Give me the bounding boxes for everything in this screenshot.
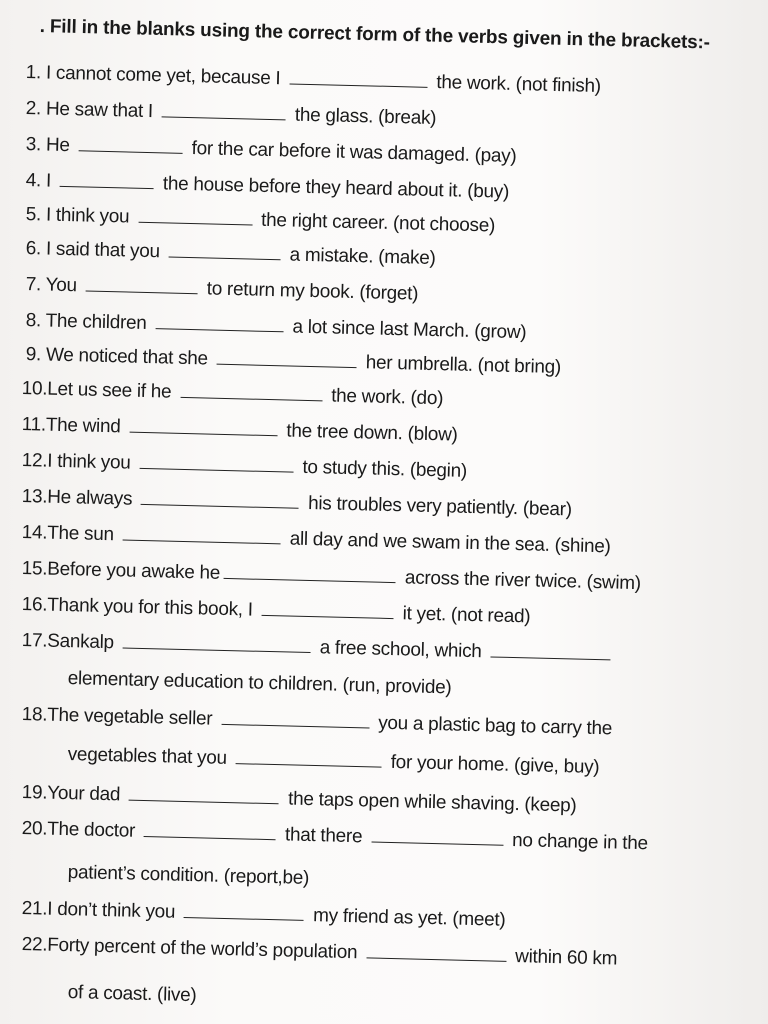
- question-2: [25, 98, 436, 130]
- question-text: across the river twice. (swim): [404, 567, 642, 595]
- question-text: a free school, which: [319, 637, 482, 663]
- answer-blank[interactable]: [129, 418, 277, 437]
- question-text: to return my book. (forget): [206, 278, 419, 305]
- question-number: 12.: [21, 450, 48, 472]
- question-text: The doctor: [46, 818, 136, 842]
- answer-blank[interactable]: [169, 242, 281, 260]
- answer-blank[interactable]: [184, 903, 304, 921]
- question-number: 16.: [21, 594, 48, 616]
- question-5: [25, 204, 495, 237]
- question-text: all day and we swam in the sea. (shine): [289, 528, 611, 558]
- question-text: to study this. (begin): [302, 456, 468, 482]
- question-number: 18.: [21, 704, 48, 726]
- question-number: 14.: [21, 522, 48, 544]
- question-text: Let us see if he: [46, 378, 172, 403]
- question-text: within 60 km: [514, 946, 618, 970]
- answer-blank[interactable]: [289, 69, 427, 87]
- question-text: for the car before it was damaged. (pay): [191, 138, 517, 167]
- question-text: the glass. (break): [294, 104, 437, 130]
- question-number: 22.: [21, 934, 48, 956]
- answer-blank[interactable]: [123, 633, 311, 653]
- question-17-continued: [67, 668, 451, 699]
- question-22: [21, 934, 617, 971]
- question-20: [21, 818, 648, 855]
- question-3: [25, 134, 516, 168]
- question-number: 1.: [25, 62, 42, 84]
- question-text: a mistake. (make): [289, 244, 436, 270]
- answer-blank[interactable]: [60, 172, 154, 189]
- question-6: [25, 238, 435, 270]
- question-text: The sun: [46, 522, 115, 546]
- question-text: of a coast. (live): [67, 982, 197, 1007]
- question-text: vegetables that you: [67, 744, 228, 769]
- question-1: [25, 62, 601, 98]
- question-text: the tree down. (blow): [286, 420, 458, 446]
- question-number: 19.: [21, 782, 48, 804]
- question-text: We noticed that she: [45, 344, 209, 370]
- question-20-continued: [67, 862, 309, 890]
- question-text: I cannot come yet, because I: [45, 62, 281, 90]
- question-7: [25, 274, 418, 306]
- question-text: The wind: [45, 414, 121, 438]
- answer-blank[interactable]: [139, 454, 293, 473]
- question-text: the taps open while shaving. (keep): [287, 788, 577, 817]
- question-text: Thank you for this book, I: [46, 594, 253, 621]
- answer-blank[interactable]: [262, 601, 394, 619]
- question-number: 15.: [21, 558, 48, 580]
- question-text: the house before they heard about it. (buy): [162, 173, 510, 203]
- question-number: 5.: [25, 204, 42, 226]
- question-number: 8.: [25, 310, 42, 332]
- question-number: 4.: [25, 170, 42, 192]
- question-number: 13.: [21, 486, 48, 508]
- question-number: 7.: [25, 274, 42, 296]
- answer-blank[interactable]: [129, 786, 279, 805]
- question-number: 17.: [21, 630, 48, 652]
- question-text: The vegetable seller: [46, 704, 213, 730]
- answer-blank[interactable]: [371, 828, 503, 846]
- question-text: I think you: [45, 204, 130, 228]
- question-number: 3.: [25, 134, 42, 156]
- question-text: no change in the: [511, 829, 649, 855]
- question-8: [25, 310, 526, 344]
- answer-blank[interactable]: [86, 276, 198, 294]
- question-13: [21, 486, 572, 521]
- question-text: that there: [284, 824, 363, 848]
- question-number: 9.: [25, 344, 42, 366]
- question-text: her umbrella. (not bring): [365, 352, 562, 379]
- question-text: my friend as yet. (meet): [312, 905, 506, 931]
- question-text: the work. (not finish): [436, 72, 602, 98]
- answer-blank[interactable]: [366, 943, 506, 961]
- question-14: [21, 522, 610, 558]
- question-21: [21, 898, 505, 932]
- question-text: The children: [45, 310, 147, 334]
- answer-blank[interactable]: [217, 350, 357, 368]
- question-text: you a plastic bag to carry the: [377, 712, 613, 740]
- answer-blank[interactable]: [221, 710, 369, 729]
- question-text: patient’s condition. (report,be): [67, 862, 310, 889]
- question-text: Sankalp: [46, 630, 115, 654]
- question-text: Before you awake he: [46, 558, 221, 584]
- question-text: it yet. (not read): [402, 603, 531, 628]
- question-12: [21, 450, 467, 483]
- answer-blank[interactable]: [144, 822, 276, 840]
- question-text: a lot since last March. (grow): [292, 316, 527, 344]
- question-text: the work. (do): [330, 385, 444, 410]
- answer-blank[interactable]: [180, 383, 322, 401]
- question-17: [21, 630, 614, 666]
- answer-blank[interactable]: [224, 564, 396, 583]
- question-18: [21, 704, 612, 740]
- page-title: . Fill in the blanks using the correct form of the verbs given in the brackets:-: [39, 16, 711, 54]
- question-text: I don’t think you: [46, 898, 176, 923]
- question-text: Your dad: [46, 782, 121, 806]
- question-text: I: [45, 170, 52, 192]
- answer-blank[interactable]: [123, 525, 281, 544]
- question-number: 2.: [25, 98, 42, 120]
- question-11: [21, 414, 457, 447]
- question-9: [25, 344, 561, 379]
- answer-blank[interactable]: [162, 102, 286, 120]
- question-15: [21, 558, 641, 595]
- question-number: 10.: [21, 378, 48, 400]
- answer-blank[interactable]: [236, 749, 382, 768]
- question-19: [21, 782, 576, 818]
- question-number: 6.: [25, 238, 42, 260]
- question-text: the right career. (not choose): [260, 209, 496, 237]
- question-16: [21, 594, 530, 628]
- question-text: elementary education to children. (run, provide): [67, 668, 452, 699]
- question-text: He: [45, 134, 70, 157]
- question-22-continued: [67, 982, 196, 1007]
- answer-blank[interactable]: [141, 490, 299, 509]
- answer-blank[interactable]: [155, 314, 283, 332]
- question-number: 20.: [21, 818, 48, 840]
- answer-blank[interactable]: [490, 642, 610, 660]
- question-4: [25, 170, 509, 204]
- question-text: You: [45, 274, 78, 297]
- question-text: his troubles very patiently. (bear): [307, 492, 572, 521]
- answer-blank[interactable]: [138, 208, 252, 226]
- question-number: 21.: [21, 898, 48, 920]
- question-number: 11.: [21, 414, 47, 436]
- question-text: I think you: [46, 450, 131, 474]
- question-text: Forty percent of the world’s population: [46, 934, 358, 964]
- question-text: I said that you: [45, 238, 160, 263]
- question-text: for your home. (give, buy): [390, 751, 600, 778]
- question-10: [21, 378, 443, 410]
- question-text: He always: [46, 486, 133, 510]
- answer-blank[interactable]: [79, 136, 183, 154]
- question-18-continued: [67, 744, 599, 779]
- question-text: He saw that I: [45, 98, 154, 123]
